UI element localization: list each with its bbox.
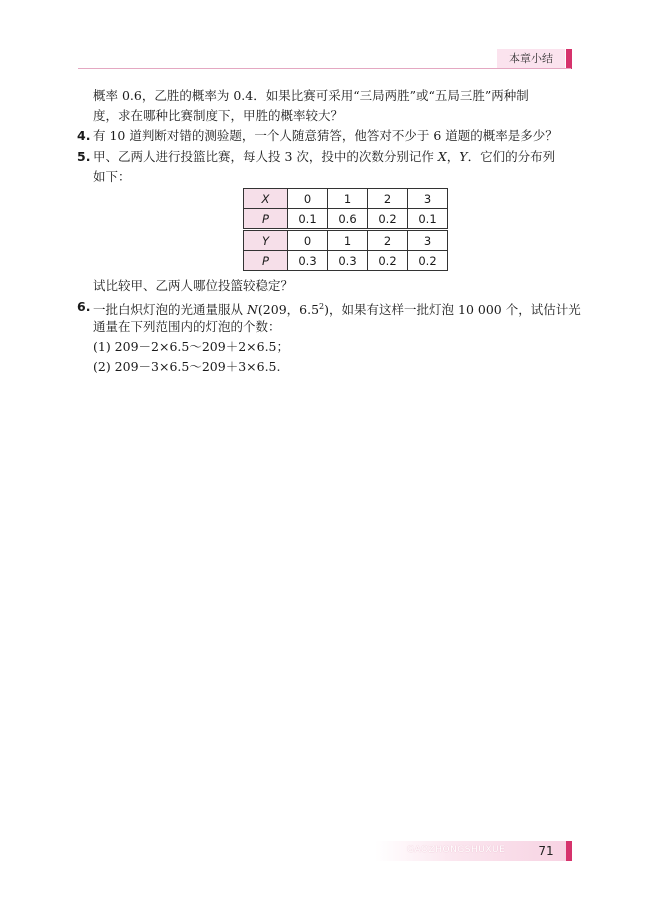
q5-number: 5. bbox=[77, 149, 91, 164]
table-cell: 3 bbox=[408, 189, 448, 209]
q6-dist-n: N bbox=[246, 302, 258, 318]
table-cell: 0.6 bbox=[328, 209, 368, 229]
table-cell: 0.1 bbox=[288, 209, 328, 229]
table-cell: 1 bbox=[328, 189, 368, 209]
table-cell: 2 bbox=[368, 189, 408, 209]
table-cell: 0.3 bbox=[328, 251, 368, 271]
q6-line-1-post: ，如果有这样一批灯泡 10 000 个，试估计光 bbox=[329, 302, 581, 318]
table-cell: 0 bbox=[288, 189, 328, 209]
table-cell: 1 bbox=[328, 231, 368, 251]
q6-line-1-pre: 一批白炽灯泡的光通量服从 bbox=[93, 302, 247, 318]
q5-var-y: Y bbox=[459, 149, 468, 164]
table-cell: 0.3 bbox=[288, 251, 328, 271]
q6-line-1 bbox=[93, 299, 581, 318]
table-cell: 0.2 bbox=[368, 251, 408, 271]
q6-line-2: 通量在下列范围内的灯泡的个数： bbox=[93, 319, 281, 334]
table-cell: 2 bbox=[368, 231, 408, 251]
chapter-summary-tab: 本章小结 bbox=[497, 49, 565, 69]
table-cell: P bbox=[244, 251, 288, 271]
table-row bbox=[244, 189, 448, 209]
table-cell: 0.2 bbox=[368, 209, 408, 229]
q5-sep: ， bbox=[446, 149, 460, 164]
q4-number: 4. bbox=[77, 128, 91, 143]
table-cell: 0.1 bbox=[408, 209, 448, 229]
continuation-line-1: 概率 0.6，乙胜的概率为 0.4．如果比赛可采用“三局两胜”或“五局三胜”两种制 bbox=[93, 88, 529, 103]
table-row bbox=[244, 231, 448, 251]
page-number: 71 bbox=[538, 844, 554, 858]
distribution-table-x bbox=[243, 188, 448, 229]
table-row bbox=[244, 209, 448, 229]
table-row bbox=[244, 251, 448, 271]
continuation-line-2: 度，求在哪种比赛制度下，甲胜的概率较大？ bbox=[93, 108, 344, 123]
q4-text: 有 10 道判断对错的测验题，一个人随意猜答，他答对不少于 6 道题的概率是多少？ bbox=[93, 128, 558, 143]
q5-line-2: 如下： bbox=[93, 169, 131, 184]
table-cell: 3 bbox=[408, 231, 448, 251]
footer-series-text: GAOZHONGSHUXUE bbox=[407, 845, 506, 855]
q5-line-1-post: ．它们的分布列 bbox=[467, 149, 556, 164]
header-rule bbox=[78, 68, 571, 69]
table-cell: 0.2 bbox=[408, 251, 448, 271]
table-cell: X bbox=[244, 189, 288, 209]
q6-dist-sup: 2 bbox=[319, 302, 325, 311]
distribution-table-y bbox=[243, 230, 448, 271]
q5-line-1-pre: 甲、乙两人进行投篮比赛，每人投 3 次，投中的次数分别记作 bbox=[93, 149, 438, 164]
q5-line-1 bbox=[93, 149, 555, 165]
q6-dist-close: ) bbox=[324, 302, 330, 318]
q6-number: 6. bbox=[77, 299, 91, 314]
q6-dist-args: (209，6.5 bbox=[257, 302, 320, 318]
q6-item-1: (1) 209－2×6.5～209＋2×6.5； bbox=[93, 339, 290, 354]
table-cell: Y bbox=[244, 231, 288, 251]
q6-item-2: (2) 209－3×6.5～209＋3×6.5. bbox=[93, 359, 281, 374]
table-cell: 0 bbox=[288, 231, 328, 251]
header-accent-bar bbox=[566, 49, 572, 69]
table-cell: P bbox=[244, 209, 288, 229]
footer-accent-bar bbox=[566, 841, 572, 861]
q5-question: 试比较甲、乙两人哪位投篮较稳定？ bbox=[93, 278, 294, 293]
q5-var-x: X bbox=[437, 149, 447, 164]
